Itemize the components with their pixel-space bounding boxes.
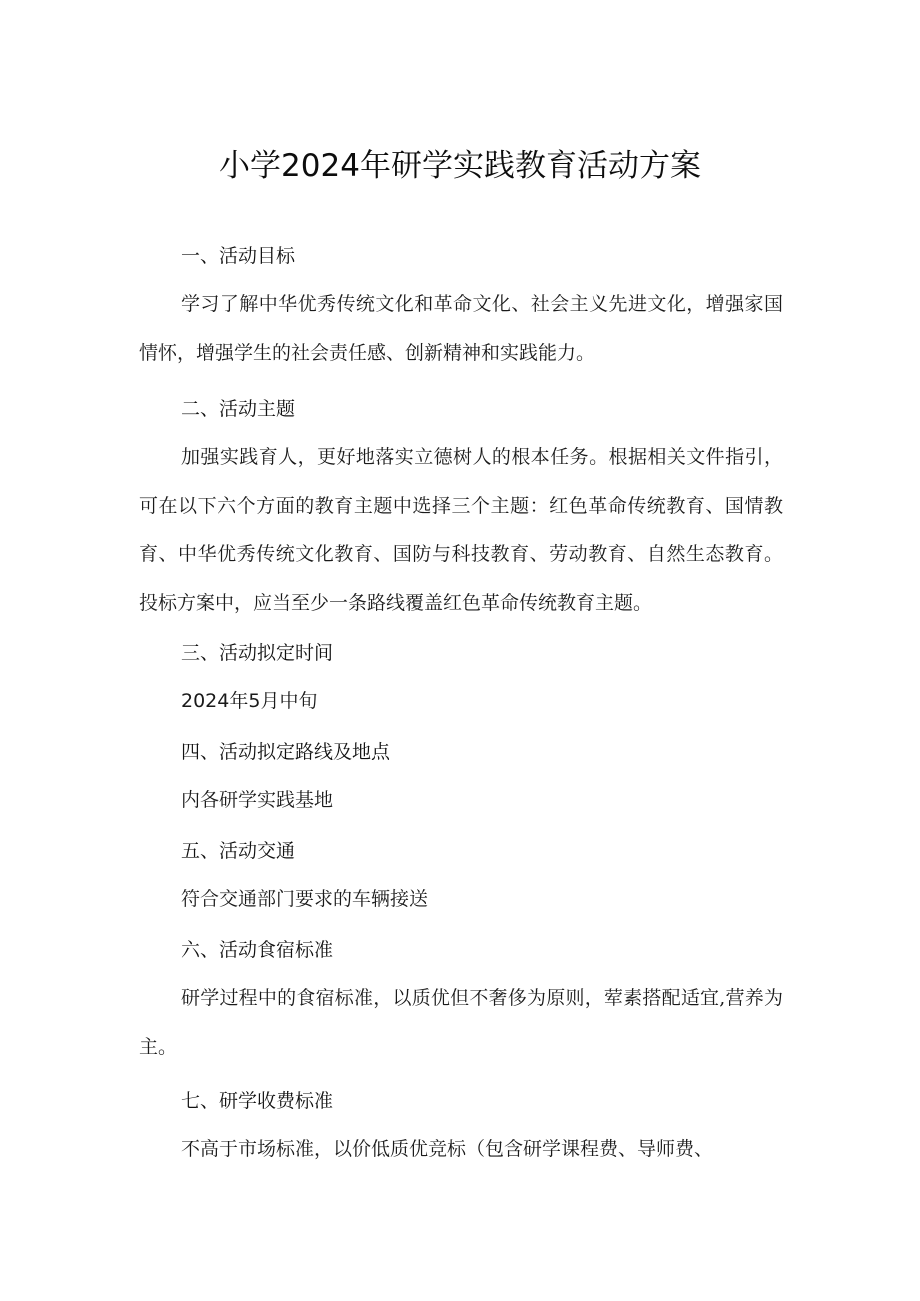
section-heading-theme: 二、活动主题 xyxy=(181,398,296,420)
section-body-transport: 符合交通部门要求的车辆接送 xyxy=(181,888,429,910)
section-heading-fees: 七、研学收费标准 xyxy=(181,1090,334,1112)
section-heading-route: 四、活动拟定路线及地点 xyxy=(181,741,391,763)
section-body-lodging: 研学过程中的食宿标准，以质优但不奢侈为原则，荤素搭配适宜,营养为主。 xyxy=(139,987,783,1058)
section-body-theme: 加强实践育人，更好地落实立德树人的根本任务。根据相关文件指引，可在以下六个方面的教育主题中选择三个主题：红色革命传统教育、国情教育、中华优秀传统文化教育、国防与科技教育、劳动教育、自然生态教育。投标方案中，应当至少一条路线覆盖红色革命传统教育主题。 xyxy=(139,446,783,614)
section-heading-goals: 一、活动目标 xyxy=(181,245,296,267)
section-heading-transport: 五、活动交通 xyxy=(181,840,296,862)
section-body-fees: 不高于市场标准，以价低质优竞标（包含研学课程费、导师费、 xyxy=(181,1138,714,1160)
section-body-route: 内各研学实践基地 xyxy=(181,789,334,811)
section-heading-time: 三、活动拟定时间 xyxy=(181,642,334,664)
section-body-goals: 学习了解中华优秀传统文化和革命文化、社会主义先进文化，增强家国情怀，增强学生的社会责任感、创新精神和实践能力。 xyxy=(139,293,783,364)
section-heading-lodging: 六、活动食宿标准 xyxy=(181,939,334,961)
section-body-time: 2024年5月中旬 xyxy=(181,690,318,712)
document-title: 小学2024年研学实践教育活动方案 xyxy=(219,148,701,184)
